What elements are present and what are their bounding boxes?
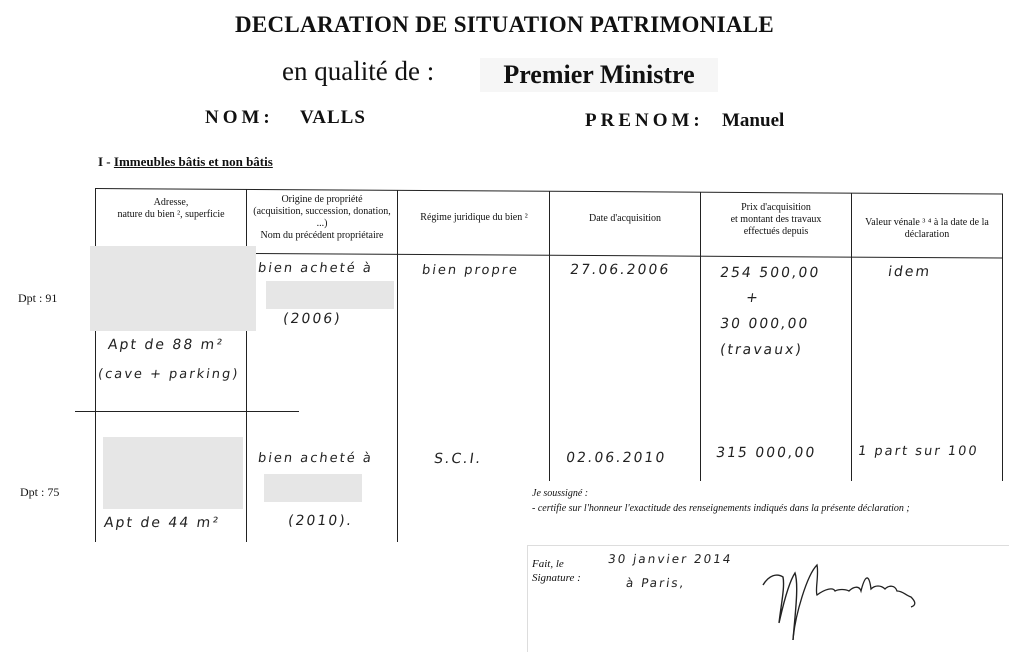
nom-value: VALLS (300, 107, 366, 128)
section-title (98, 154, 273, 170)
row-1-origin: bien acheté à (256, 261, 374, 276)
nom-label: NOM: (205, 107, 274, 128)
col-border (246, 189, 247, 542)
row-2-date: 02.06.2010 (564, 450, 668, 466)
fait-place: à Paris, (625, 576, 687, 590)
row-2-origin-year: (2010). (286, 513, 355, 529)
row-2-regime: S.C.I. (432, 451, 484, 467)
row-2-dpt: Dpt : 75 (20, 485, 60, 499)
prenom-value: Manuel (722, 110, 785, 131)
role-prefix: en qualité de : (282, 56, 435, 86)
section-prefix: I - (98, 154, 111, 169)
signature-image (755, 545, 935, 645)
row-2-origin: bien acheté à (256, 451, 374, 466)
col-border (1002, 194, 1003, 481)
declaration-line-2: - certifie sur l'honneur l'exactitude des renseignements indiqués dans la présente déclaration ; (532, 503, 910, 514)
col-border (549, 191, 550, 481)
col-header-price: Prix d'acquisition et montant des travaux effectués depuis (730, 202, 822, 237)
row-2-nature: Apt de 44 m² (102, 515, 221, 531)
row-1-value: idem (886, 264, 933, 280)
fait-label: Fait, le (532, 558, 564, 570)
declaration-line-1: Je soussigné : (532, 488, 589, 499)
col-header-date: Date d'acquisition (588, 213, 662, 224)
col-header-address: Adresse, nature du bien ², superficie (117, 197, 225, 220)
row-1-dpt: Dpt : 91 (18, 291, 58, 305)
role-value: Premier Ministre (480, 58, 718, 92)
row-1-date: 27.06.2006 (568, 262, 672, 278)
row-1-regime: bien propre (420, 263, 520, 278)
col-border (397, 190, 398, 542)
col-header-origin: Origine de propriété (acquisition, succession, donation, ...) Nom du précédent propriétaire (253, 194, 391, 241)
document-title: DECLARATION DE SITUATION PATRIMONIALE (234, 12, 775, 37)
row-1-works: 30 000,00 (718, 316, 811, 332)
signature-label: Signature : (532, 572, 581, 584)
redacted-seller (266, 281, 394, 309)
declaration-divider (527, 545, 528, 652)
row-1-origin-year: (2006) (281, 311, 343, 327)
row-divider (75, 411, 299, 412)
fait-date: 30 janvier 2014 (607, 552, 734, 566)
redacted-seller (264, 474, 362, 502)
row-2-price: 315 000,00 (714, 445, 818, 461)
prenom-label: PRENOM: (585, 110, 704, 131)
col-header-regime: Régime juridique du bien ² (420, 212, 528, 223)
row-1-price-plus: + (744, 290, 761, 306)
col-border (700, 192, 701, 481)
row-1-nature: Apt de 88 m² (106, 337, 225, 353)
col-border (95, 188, 96, 542)
row-1-nature-detail: (cave + parking) (96, 367, 241, 382)
section-label: Immeubles bâtis et non bâtis (113, 154, 273, 169)
row-2-value: 1 part sur 100 (856, 444, 980, 459)
col-header-value: Valeur vénale ³ ⁴ à la date de la déclaration (865, 217, 989, 240)
row-1-works-label: (travaux) (718, 342, 804, 358)
col-border (851, 193, 852, 481)
redacted-address (103, 437, 243, 509)
row-1-price: 254 500,00 (718, 265, 822, 281)
redacted-address (90, 246, 256, 331)
